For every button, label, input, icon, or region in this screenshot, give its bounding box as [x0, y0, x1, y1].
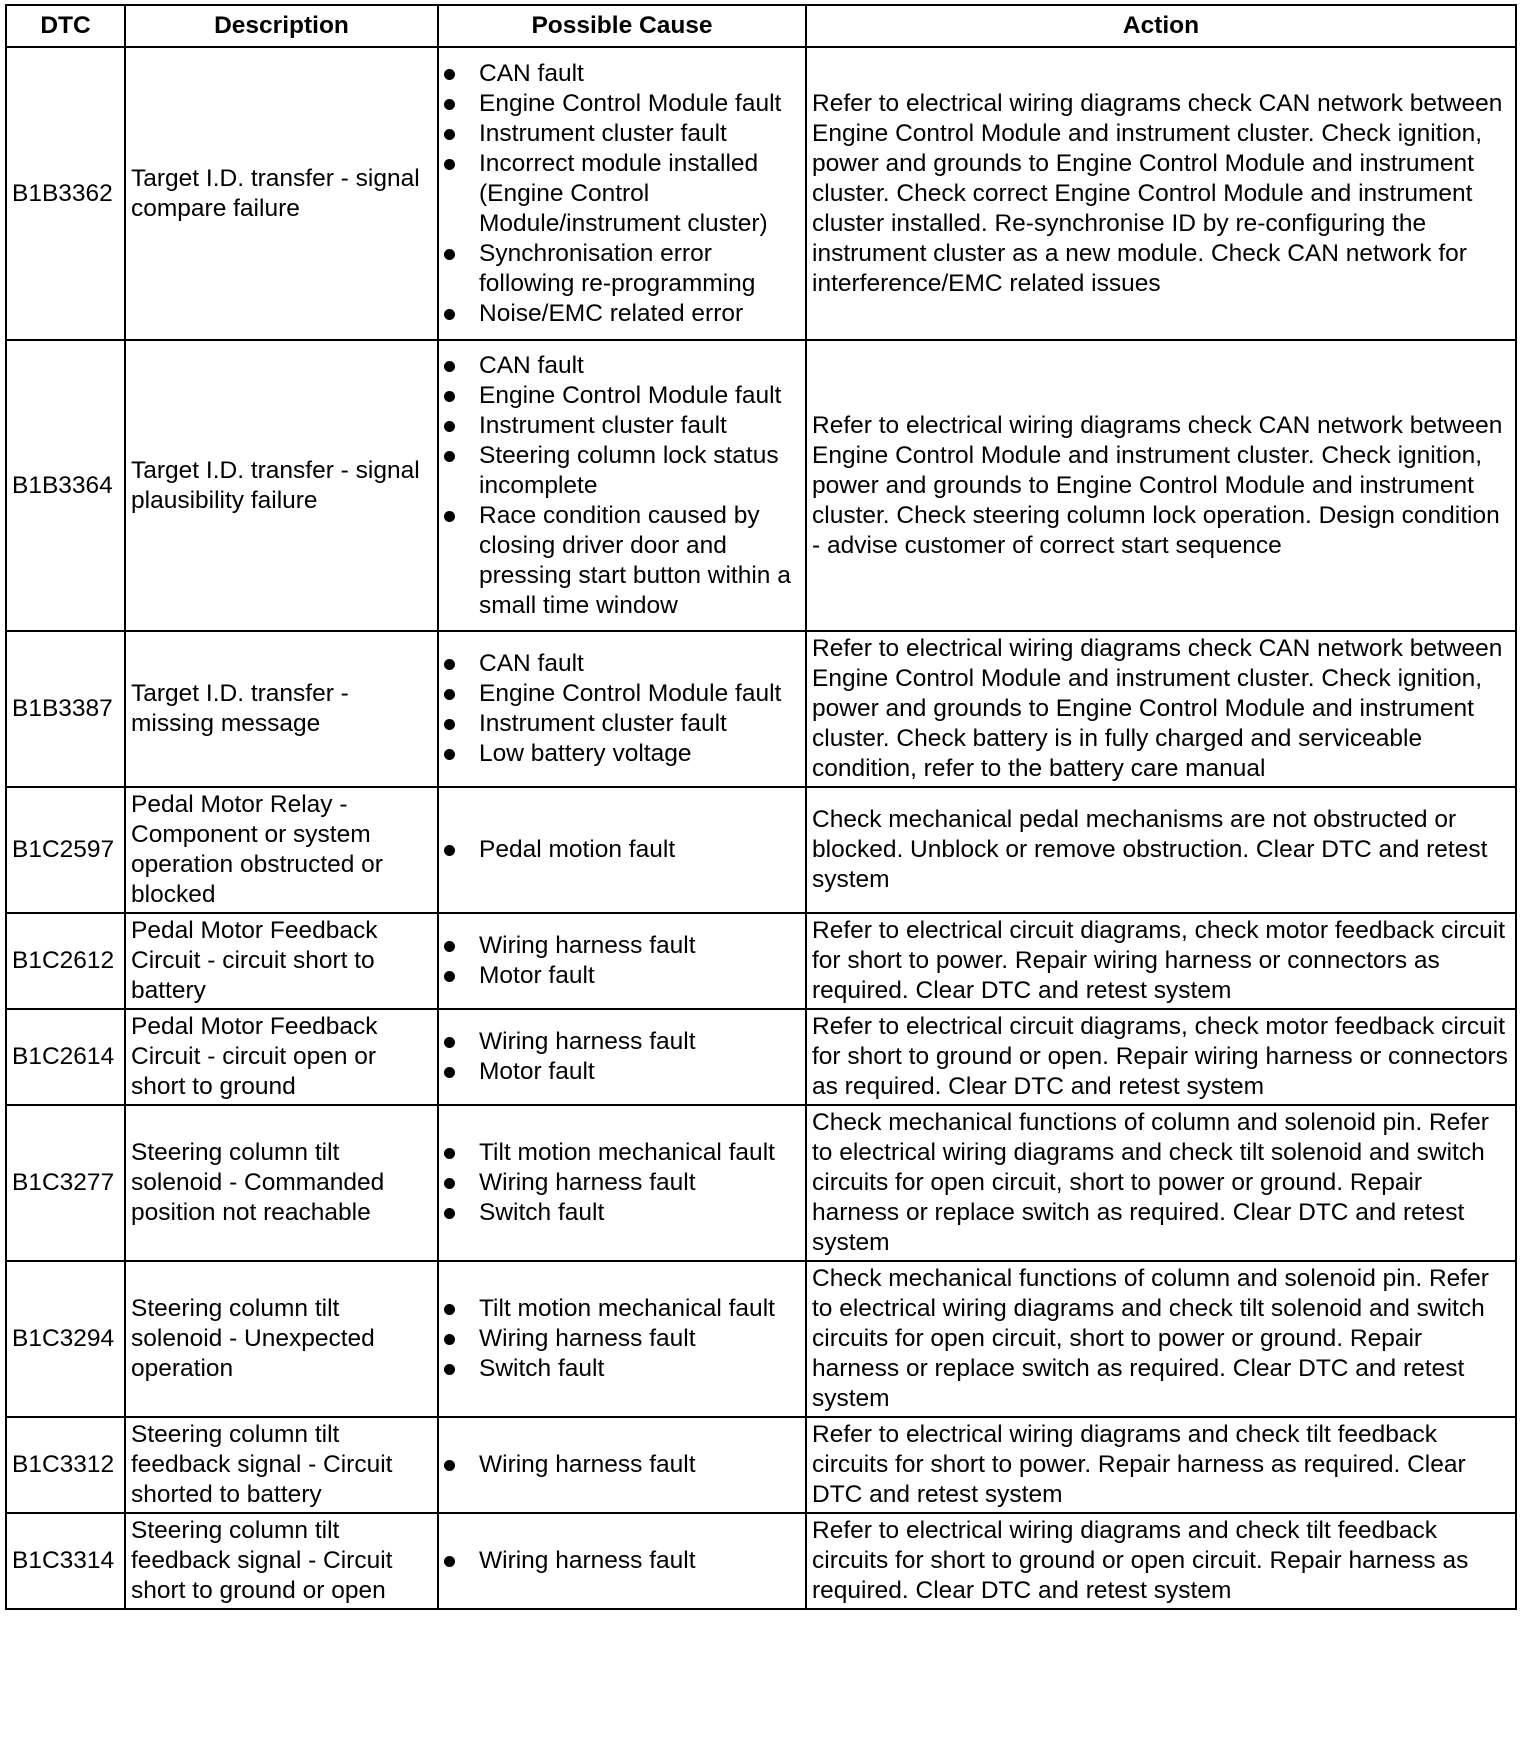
possible-cause-cell: [438, 1513, 806, 1609]
cause-list: [444, 1027, 801, 1087]
cause-item: Instrument cluster fault: [444, 709, 801, 739]
action-cell: Check mechanical functions of column and solenoid pin. Refer to electrical wiring diagrams and check tilt solenoid and switch circuits for open circuit, short to power or ground. Repair harness or replace switch as required. Clear DTC and retest system: [806, 1105, 1516, 1261]
cause-item: Low battery voltage: [444, 739, 801, 769]
table-row: [6, 1417, 1516, 1513]
cause-list: [444, 931, 801, 991]
dtc-code: B1C3312: [6, 1417, 125, 1513]
cause-item: Wiring harness fault: [444, 1450, 801, 1480]
table-row: [6, 1261, 1516, 1417]
cause-list: [444, 649, 801, 769]
description-cell: Steering column tilt feedback signal - Circuit short to ground or open: [125, 1513, 438, 1609]
dtc-code: B1B3364: [6, 340, 125, 631]
table-row: [6, 913, 1516, 1009]
cause-item: Synchronisation error following re-programming: [444, 239, 801, 299]
cause-item: Engine Control Module fault: [444, 679, 801, 709]
cause-list: [444, 351, 801, 621]
header-description: Description: [125, 5, 438, 47]
cause-item: Wiring harness fault: [444, 1546, 801, 1576]
table-row: [6, 1009, 1516, 1105]
possible-cause-cell: [438, 47, 806, 340]
cause-item: Noise/EMC related error: [444, 299, 801, 329]
cause-item: CAN fault: [444, 59, 801, 89]
cause-item: CAN fault: [444, 649, 801, 679]
table-row: [6, 47, 1516, 340]
cause-item: Pedal motion fault: [444, 835, 801, 865]
possible-cause-cell: [438, 1417, 806, 1513]
header-action: Action: [806, 5, 1516, 47]
cause-item: Tilt motion mechanical fault: [444, 1294, 801, 1324]
description-cell: Target I.D. transfer - signal compare failure: [125, 47, 438, 340]
description-cell: Steering column tilt feedback signal - Circuit shorted to battery: [125, 1417, 438, 1513]
description-cell: Target I.D. transfer - missing message: [125, 631, 438, 787]
dtc-code: B1C2597: [6, 787, 125, 913]
possible-cause-cell: [438, 787, 806, 913]
cause-item: Switch fault: [444, 1198, 801, 1228]
cause-item: Race condition caused by closing driver door and pressing start button within a small time window: [444, 501, 801, 621]
cause-list: [444, 1546, 801, 1576]
dtc-code: B1B3387: [6, 631, 125, 787]
description-cell: Pedal Motor Feedback Circuit - circuit short to battery: [125, 913, 438, 1009]
table-row: [6, 631, 1516, 787]
action-cell: Refer to electrical wiring diagrams check CAN network between Engine Control Module and instrument cluster. Check ignition, power and grounds to Engine Control Module and instrument cluster. Check steering column lock operation. Design condition - advise customer of correct start sequence: [806, 340, 1516, 631]
cause-item: Motor fault: [444, 961, 801, 991]
cause-item: Wiring harness fault: [444, 1027, 801, 1057]
cause-item: Wiring harness fault: [444, 1324, 801, 1354]
dtc-table-container: [5, 4, 1517, 1610]
dtc-code: B1C2612: [6, 913, 125, 1009]
action-cell: Refer to electrical wiring diagrams check CAN network between Engine Control Module and instrument cluster. Check ignition, power and grounds to Engine Control Module and instrument cluster. Check battery is in fully charged and serviceable condition, refer to the battery care manual: [806, 631, 1516, 787]
cause-item: Wiring harness fault: [444, 931, 801, 961]
header-possible-cause: Possible Cause: [438, 5, 806, 47]
table-row: [6, 787, 1516, 913]
cause-item: Switch fault: [444, 1354, 801, 1384]
table-row: [6, 1513, 1516, 1609]
cause-list: [444, 1294, 801, 1384]
action-cell: Refer to electrical circuit diagrams, check motor feedback circuit for short to ground or open. Repair wiring harness or connectors as required. Clear DTC and retest system: [806, 1009, 1516, 1105]
header-row: [6, 5, 1516, 47]
cause-list: [444, 835, 801, 865]
dtc-code: B1B3362: [6, 47, 125, 340]
header-dtc: DTC: [6, 5, 125, 47]
cause-item: Engine Control Module fault: [444, 89, 801, 119]
action-cell: Refer to electrical wiring diagrams and check tilt feedback circuits for short to ground or open circuit. Repair harness as required. Clear DTC and retest system: [806, 1513, 1516, 1609]
cause-list: [444, 1450, 801, 1480]
action-cell: Check mechanical functions of column and solenoid pin. Refer to electrical wiring diagrams and check tilt solenoid and switch circuits for open circuit, short to power or ground. Repair harness or replace switch as required. Clear DTC and retest system: [806, 1261, 1516, 1417]
possible-cause-cell: [438, 1009, 806, 1105]
dtc-code: B1C3277: [6, 1105, 125, 1261]
description-cell: Steering column tilt solenoid - Unexpected operation: [125, 1261, 438, 1417]
action-cell: Refer to electrical circuit diagrams, check motor feedback circuit for short to power. Repair wiring harness or connectors as required. Clear DTC and retest system: [806, 913, 1516, 1009]
cause-item: Instrument cluster fault: [444, 411, 801, 441]
description-cell: Steering column tilt solenoid - Commanded position not reachable: [125, 1105, 438, 1261]
dtc-code: B1C3294: [6, 1261, 125, 1417]
action-cell: Check mechanical pedal mechanisms are not obstructed or blocked. Unblock or remove obstruction. Clear DTC and retest system: [806, 787, 1516, 913]
cause-item: Tilt motion mechanical fault: [444, 1138, 801, 1168]
description-cell: Target I.D. transfer - signal plausibility failure: [125, 340, 438, 631]
cause-item: Wiring harness fault: [444, 1168, 801, 1198]
cause-list: [444, 59, 801, 329]
possible-cause-cell: [438, 1105, 806, 1261]
dtc-code: B1C3314: [6, 1513, 125, 1609]
possible-cause-cell: [438, 340, 806, 631]
cause-item: Motor fault: [444, 1057, 801, 1087]
table-body: [6, 47, 1516, 1609]
table-row: [6, 340, 1516, 631]
cause-item: Incorrect module installed (Engine Control Module/instrument cluster): [444, 149, 801, 239]
cause-item: CAN fault: [444, 351, 801, 381]
description-cell: Pedal Motor Feedback Circuit - circuit open or short to ground: [125, 1009, 438, 1105]
table-row: [6, 1105, 1516, 1261]
cause-item: Steering column lock status incomplete: [444, 441, 801, 501]
cause-item: Instrument cluster fault: [444, 119, 801, 149]
cause-list: [444, 1138, 801, 1228]
cause-item: Engine Control Module fault: [444, 381, 801, 411]
action-cell: Refer to electrical wiring diagrams and check tilt feedback circuits for short to power. Repair harness as required. Clear DTC and retest system: [806, 1417, 1516, 1513]
possible-cause-cell: [438, 631, 806, 787]
possible-cause-cell: [438, 913, 806, 1009]
action-cell: Refer to electrical wiring diagrams check CAN network between Engine Control Module and instrument cluster. Check ignition, power and grounds to Engine Control Module and instrument cluster. Check correct Engine Control Module and instrument cluster installed. Re-synchronise ID by re-configuring the instrument cluster as a new module. Check CAN network for interference/EMC related issues: [806, 47, 1516, 340]
possible-cause-cell: [438, 1261, 806, 1417]
description-cell: Pedal Motor Relay - Component or system operation obstructed or blocked: [125, 787, 438, 913]
dtc-code: B1C2614: [6, 1009, 125, 1105]
dtc-table: [5, 4, 1517, 1610]
